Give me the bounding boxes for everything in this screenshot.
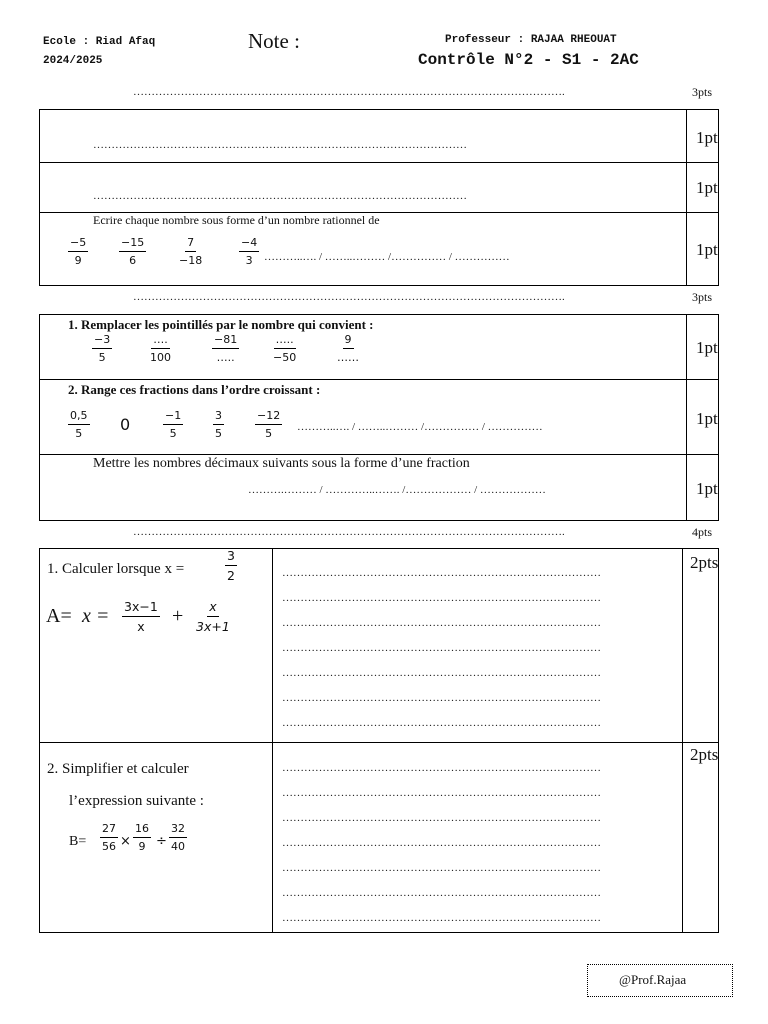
fraction[interactable]: 9 …… <box>337 333 359 365</box>
school-name: Ecole : Riad Afaq <box>43 36 156 48</box>
answer-line[interactable]: …………………………………………………………………………… <box>282 717 601 729</box>
section1-row1-dots[interactable]: ………………………………………………………………………………………… <box>93 139 467 151</box>
section2-points: 3pts <box>692 290 713 304</box>
section2-q3-score: 1pt <box>696 479 718 498</box>
footer-credit: @Prof.Rajaa <box>619 972 687 987</box>
section2-q1-text: 1. Remplacer les pointillés par le nombre qui convient : <box>68 317 374 332</box>
teacher-name: Professeur : RAJAA RHEOUAT <box>445 34 617 46</box>
answer-line[interactable]: …………………………………………………………………………… <box>282 837 601 849</box>
fraction: $\frac{-4}{3}$ <box>241 236 258 268</box>
answer-line[interactable]: …………………………………………………………………………… <box>282 567 601 579</box>
answer-line[interactable]: …………………………………………………………………………… <box>282 617 601 629</box>
section1-row-divider-1 <box>39 162 719 163</box>
section3-q2-text-line1: 2. Simplifier et calculer <box>47 761 189 777</box>
answer-line[interactable]: …………………………………………………………………………… <box>282 667 601 679</box>
answer-line[interactable]: …………………………………………………………………………… <box>282 912 601 924</box>
fraction: $\frac{-1}{5}$ <box>165 409 182 441</box>
fraction[interactable]: …. 100 <box>150 333 171 365</box>
section3-q1-score: 2pts <box>690 553 719 572</box>
section3-q2-score: 2pts <box>690 745 719 764</box>
exam-title: Contrôle N°2 - S1 - 2AC <box>418 51 639 69</box>
fraction[interactable]: ….. −50 <box>273 333 297 365</box>
answer-line[interactable]: …………………………………………………………………………… <box>282 787 601 799</box>
fraction: $\frac{x}{3x+1}$ <box>196 599 230 634</box>
section2-q3-text: Mettre les nombres décimaux suivants sous la forme d’une fraction <box>93 456 470 471</box>
fraction: $\frac{-12}{5}$ <box>257 409 281 441</box>
fraction: $\frac{3x-1}{x}$ <box>124 599 158 634</box>
school-year: 2024/2025 <box>43 55 103 67</box>
section1-score-divider <box>686 109 687 286</box>
plus-sign: + <box>172 605 184 627</box>
fraction: $\frac{0,5}{5}$ <box>70 409 88 441</box>
section1-row2-score: 1pt <box>696 178 718 197</box>
section3-score-divider <box>682 548 683 933</box>
section3-points: 4pts <box>692 525 713 539</box>
fraction: $\frac{-5}{9}$ <box>70 236 87 268</box>
section3-q1-text: 1. Calculer lorsque x = <box>47 561 185 577</box>
section3-row-divider <box>39 742 719 743</box>
fraction: $\frac{3}{5}$ <box>215 409 222 441</box>
expression-b-label: B= <box>69 834 87 849</box>
note-label: Note : <box>248 29 300 53</box>
section2-q3-answer-dots[interactable]: ……….……… / …………..……. /……………… / ……………… <box>248 484 546 496</box>
section1-points: 3pts <box>692 85 713 99</box>
section1-row3-answer-dots[interactable]: ………..…. / ……..……… /…………… / …………… <box>264 251 510 263</box>
answer-line[interactable]: …………………………………………………………………………… <box>282 592 601 604</box>
section2-score-divider <box>686 314 687 521</box>
section1-title-dots: ………………………………………………………………………………………………………. <box>133 86 565 98</box>
zero-value: 0 <box>120 415 131 434</box>
times-sign: × <box>120 834 131 849</box>
section1-row3-score: 1pt <box>696 240 718 259</box>
fraction: $\frac{-3}{5}$ <box>94 333 111 365</box>
section3-col-divider <box>272 548 273 933</box>
section3-q2-text-line2: l’expression suivante : <box>69 793 204 809</box>
fraction: $\frac{-15}{6}$ <box>121 236 145 268</box>
section2-row-divider-2 <box>39 454 719 455</box>
expression-a-var: x = <box>82 605 110 627</box>
answer-line[interactable]: …………………………………………………………………………… <box>282 862 601 874</box>
answer-line[interactable]: …………………………………………………………………………… <box>282 762 601 774</box>
fraction: $\frac{3}{2}$ <box>227 548 235 583</box>
section2-q2-text: 2. Range ces fractions dans l’ordre croissant : <box>68 382 321 397</box>
answer-line[interactable]: …………………………………………………………………………… <box>282 692 601 704</box>
divide-sign: ÷ <box>156 834 167 849</box>
fraction: $\frac{32}{40}$ <box>171 822 185 854</box>
fraction[interactable]: −81 ….. <box>214 333 238 365</box>
section2-title-dots: ………………………………………………………………………………………………………. <box>133 291 565 303</box>
fraction: $\frac{27}{56}$ <box>102 822 116 854</box>
answer-line[interactable]: …………………………………………………………………………… <box>282 887 601 899</box>
section1-row2-dots[interactable]: ………………………………………………………………………………………… <box>93 190 467 202</box>
section2-q1-score: 1pt <box>696 338 718 357</box>
section1-row1-score: 1pt <box>696 128 718 147</box>
answer-line[interactable]: …………………………………………………………………………… <box>282 812 601 824</box>
section3-title-dots: ………………………………………………………………………………………………………. <box>133 526 565 538</box>
fraction: $\frac{7}{-18}$ <box>179 236 203 268</box>
section2-row-divider-1 <box>39 379 719 380</box>
section1-row3-instruction: Ecrire chaque nombre sous forme d’un nombre rationnel de <box>93 213 380 227</box>
section2-q2-score: 1pt <box>696 409 718 428</box>
fraction: $\frac{16}{9}$ <box>135 822 149 854</box>
section2-q2-answer-dots[interactable]: ………..…. / ……..……… /…………… / …………… <box>297 421 543 433</box>
expression-a-label: A= <box>46 605 72 627</box>
answer-line[interactable]: …………………………………………………………………………… <box>282 642 601 654</box>
